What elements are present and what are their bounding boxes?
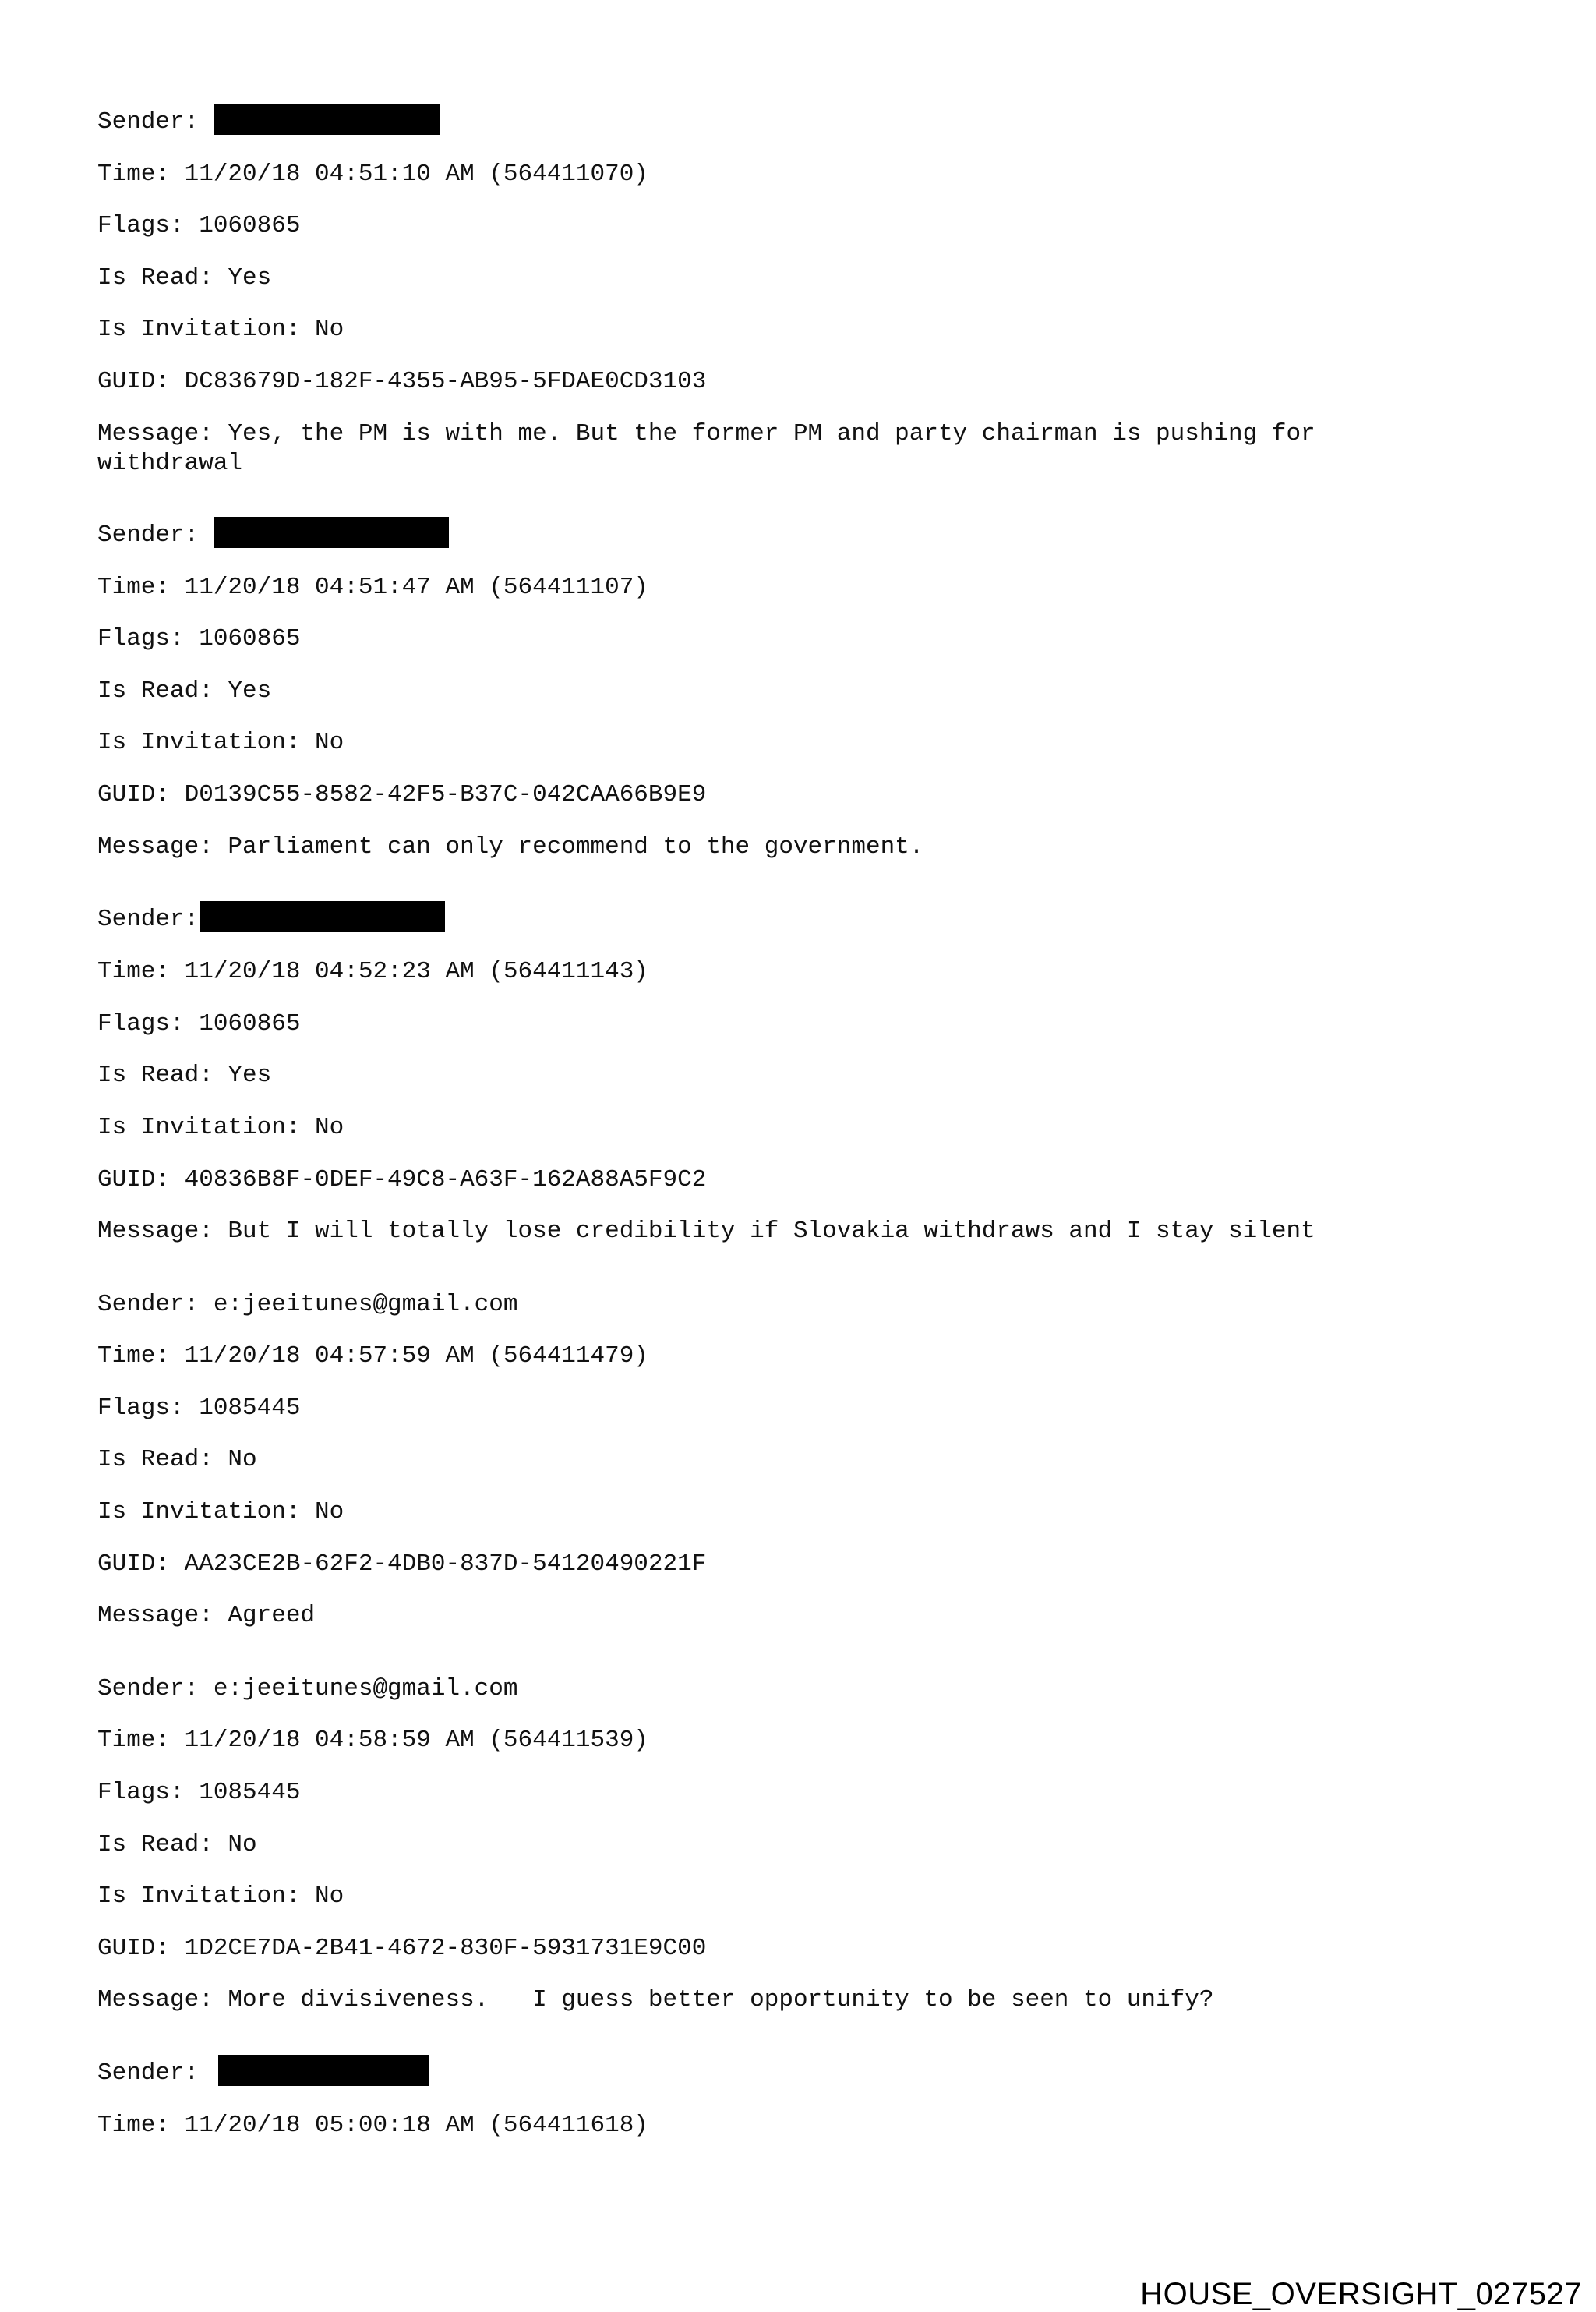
bates-number: HOUSE_OVERSIGHT_027527 (1140, 2277, 1582, 2311)
sender-line: Sender: e:jeeitunes@gmail.com (97, 1675, 518, 1702)
is-read-line: Is Read: No (97, 1831, 257, 1858)
guid-line: GUID: DC83679D-182F-4355-AB95-5FDAE0CD3103 (97, 368, 707, 395)
time-line: Time: 11/20/18 05:00:18 AM (564411618) (97, 2112, 648, 2139)
sender-line: Sender: e:jeeitunes@gmail.com (97, 1291, 518, 1318)
redaction-block (200, 901, 445, 932)
flags-line: Flags: 1060865 (97, 1010, 301, 1038)
flags-line: Flags: 1060865 (97, 625, 301, 652)
sender-line (97, 905, 445, 935)
time-line: Time: 11/20/18 04:52:23 AM (564411143) (97, 958, 648, 985)
sender-label: Sender: (97, 906, 200, 933)
time-line: Time: 11/20/18 04:51:47 AM (564411107) (97, 574, 648, 601)
sender-label: Sender: (97, 108, 214, 136)
is-invitation-line: Is Invitation: No (97, 729, 344, 756)
is-invitation-line: Is Invitation: No (97, 1498, 344, 1525)
guid-line: GUID: AA23CE2B-62F2-4DB0-837D-54120490221F (97, 1550, 707, 1578)
message-line: Message: Yes, the PM is with me. But the former PM and party chairman is pushing for withdrawal (97, 420, 1315, 477)
is-invitation-line: Is Invitation: No (97, 1882, 344, 1910)
guid-line: GUID: 1D2CE7DA-2B41-4672-830F-5931731E9C00 (97, 1935, 707, 1962)
sender-label: Sender: (97, 521, 214, 549)
sender-line (97, 521, 449, 550)
redaction-block (214, 517, 449, 548)
sender-label: Sender: (97, 2059, 214, 2087)
is-invitation-line: Is Invitation: No (97, 316, 344, 343)
is-read-line: Is Read: Yes (97, 264, 272, 292)
sender-line (97, 2059, 429, 2088)
time-line: Time: 11/20/18 04:58:59 AM (564411539) (97, 1727, 648, 1754)
is-read-line: Is Read: Yes (97, 1062, 272, 1089)
message-line: Message: Parliament can only recommend to the government. (97, 833, 924, 861)
flags-line: Flags: 1085445 (97, 1395, 301, 1422)
flags-line: Flags: 1060865 (97, 212, 301, 239)
redaction-block (218, 2055, 429, 2086)
is-read-line: Is Read: No (97, 1446, 257, 1473)
guid-line: GUID: D0139C55-8582-42F5-B37C-042CAA66B9E9 (97, 781, 707, 808)
time-line: Time: 11/20/18 04:51:10 AM (564411070) (97, 161, 648, 188)
flags-line: Flags: 1085445 (97, 1779, 301, 1806)
is-read-line: Is Read: Yes (97, 677, 272, 705)
guid-line: GUID: 40836B8F-0DEF-49C8-A63F-162A88A5F9C2 (97, 1166, 707, 1193)
redaction-block (214, 104, 440, 135)
message-line: Message: But I will totally lose credibility if Slovakia withdraws and I stay silent (97, 1218, 1315, 1245)
message-line: Message: More divisiveness. I guess better opportunity to be seen to unify? (97, 1986, 1214, 2013)
sender-line (97, 108, 440, 137)
message-line: Message: Agreed (97, 1602, 316, 1629)
time-line: Time: 11/20/18 04:57:59 AM (564411479) (97, 1342, 648, 1370)
is-invitation-line: Is Invitation: No (97, 1114, 344, 1141)
